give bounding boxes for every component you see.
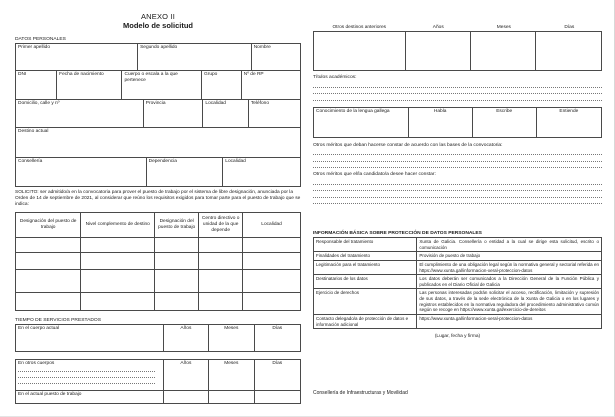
- proteccion-row-key: Ejercicio de derechos: [314, 289, 417, 314]
- section-label-datos-personales: DATOS PERSONALES: [15, 37, 66, 42]
- table-row: [314, 108, 601, 137]
- otros-destinos-table: [313, 31, 602, 71]
- table-row: [16, 238, 300, 253]
- empty-cell: [81, 293, 155, 310]
- proteccion-row-value: Las personas interesadas podrán solicitar el acceso, rectificación, limitación y supresión de sus datos, a través de la sede electrónica de la Xunta de Galicia o en los lugares y registros establecidos en la normativa reguladora del procedimiento administrativo común según se recoge en https://www.xunta.gal/exercicio-de-dereitos: [419, 290, 599, 313]
- puestos-table: [15, 212, 301, 311]
- field-actual-puesto: En el actual puesto de trabajo: [16, 391, 164, 403]
- dotted-line: [18, 378, 155, 384]
- field-fecha-nacimiento: Fecha de nacimiento: [57, 71, 122, 99]
- col-header-dias: Días: [564, 25, 575, 30]
- table-row: [16, 270, 300, 293]
- footer-department: Consellería de Infraestructuras y Movilidad: [313, 390, 408, 396]
- dotted-line: [313, 94, 602, 101]
- field-cuerpo-actual: En el cuerpo actual: [16, 325, 164, 351]
- field-otros-cuerpos: [16, 360, 164, 390]
- table-row: [16, 44, 300, 71]
- table-row: [314, 315, 601, 328]
- col-header-meses: Meses: [209, 360, 254, 390]
- empty-cell: [406, 32, 471, 70]
- empty-cell: [199, 253, 243, 269]
- dotted-line: [313, 198, 602, 205]
- empty-cell: [81, 238, 155, 252]
- left-column: [15, 0, 301, 404]
- col-header-designacion-puesto: Designación del puesto de trabajo: [16, 213, 81, 237]
- field-domicilio: Domicilio, calle y nº: [16, 100, 144, 127]
- proteccion-row-value: El cumplimiento de una obligación legal según la normativa general y sectorial referida en https://www.xunta.gal/informacion-xeral-proteccion-datos: [419, 261, 599, 273]
- table-row: [16, 253, 300, 270]
- field-lengua-gallega: Conocimiento de la lengua gallega: [314, 108, 409, 137]
- table-row: [16, 71, 300, 100]
- empty-cell: [243, 293, 300, 310]
- field-localidad: Localidad: [203, 100, 248, 127]
- field-grupo: Grupo: [202, 71, 242, 99]
- signature-note: (Lugar, fecha y firma): [434, 334, 481, 340]
- table-row: [16, 325, 300, 351]
- solicito-paragraph: SOLICITO: ser admitido/a en la convocatoria para prover el puesto de trabajo por el sistema de libre designación, anunciada por la Orden de 14 de septiembre de 2021, al considerar que reúno los requisitos exigidos para tomar parte para el puesto de trabajo que se indica:: [15, 190, 301, 208]
- lengua-gallega-table: [313, 107, 602, 138]
- table-row: [314, 32, 601, 70]
- tiempo-otros-cuerpos-table: [15, 359, 301, 404]
- empty-cell: [471, 32, 536, 70]
- empty-cell: [16, 270, 81, 292]
- empty-cell: [199, 270, 243, 292]
- page-title: ANEXO II: [140, 12, 176, 21]
- field-dni: DNI: [16, 71, 57, 99]
- empty-cell: [155, 253, 199, 269]
- col-header-anos: Años: [164, 360, 209, 390]
- col-header-entiende: Entiende: [559, 108, 579, 114]
- empty-cell: [81, 253, 155, 269]
- field-nombre: Nombre: [253, 45, 271, 50]
- col-header-meses: Meses: [209, 325, 254, 351]
- table-row: [16, 100, 300, 128]
- proteccion-row-value: Provisión de puesto de trabajo: [419, 253, 481, 259]
- proteccion-row-key: Finalidades del tratamiento: [314, 252, 417, 260]
- section-label-proteccion-datos: INFORMACIÓN BÁSICA SOBRE PROTECCIÓN DE DATOS PERSONALES: [313, 231, 482, 236]
- empty-cell: [155, 270, 199, 292]
- field-conselleria: Consellería: [16, 158, 147, 186]
- section-label-titulos-academicos: Títulos académicos:: [313, 75, 357, 80]
- empty-cell: [16, 238, 81, 252]
- col-header-centro-directivo: Centro directivo o unidad de la que depende: [199, 213, 243, 237]
- field-primer-apellido: Primer apellido: [16, 44, 138, 70]
- empty-cell: [243, 270, 300, 292]
- empty-cell: [314, 32, 406, 70]
- table-row: [16, 158, 300, 186]
- proteccion-row-key: Contacto delegado/a de protección de datos e información adicional: [314, 315, 417, 328]
- proteccion-row-key: Responsable del tratamiento: [314, 238, 417, 251]
- table-row: [314, 238, 601, 252]
- field-localidad-2: Localidad: [225, 159, 246, 164]
- section-label-otros-meritos-bases: Otros méritos que deban hacerse constar de acuerdo con las bases de la convocatoria:: [313, 142, 503, 148]
- col-header-habla: Habla: [409, 108, 473, 137]
- empty-cell: [81, 270, 155, 292]
- col-header-dias: Días: [272, 325, 283, 331]
- field-otros-cuerpos-label: En otros cuerpos: [18, 360, 55, 366]
- empty-cell: [155, 238, 199, 252]
- proteccion-row-key: Legitimación para el tratamiento: [314, 261, 417, 274]
- empty-cell: [255, 391, 300, 403]
- table-header-row: [16, 213, 300, 238]
- col-header-escribe: Escribe: [473, 108, 537, 137]
- empty-cell: [243, 253, 300, 269]
- col-header-meses: Meses: [496, 25, 511, 30]
- col-header-anos: Años: [164, 325, 209, 351]
- section-label-otros-meritos-candidato: Otros méritos que el/la candidato/a desee hacer constar:: [313, 172, 436, 177]
- right-column: [313, 0, 602, 339]
- col-header-nivel-complemento: Nivel complemento de destino: [81, 213, 155, 237]
- empty-cell: [16, 293, 81, 310]
- otros-destinos-header-row: [313, 25, 602, 30]
- field-telefono: Teléfono: [250, 101, 269, 106]
- table-row: [314, 261, 601, 275]
- table-row: [314, 275, 601, 289]
- datos-personales-table: [15, 43, 301, 187]
- col-header-designacion-puesto-2: Designación del puesto de trabajo: [155, 213, 199, 237]
- field-destino-actual: Destino actual: [18, 129, 49, 134]
- empty-cell: [243, 238, 300, 252]
- table-row: [314, 289, 601, 315]
- col-header-anos: Años: [432, 25, 444, 30]
- proteccion-row-value: Los datos deberán ser comunicados a la Dirección General de la Función Pública y publicados en el Diario Oficial de Galicia: [419, 276, 599, 287]
- empty-cell: [199, 238, 243, 252]
- col-header-otros-destinos: Otros destinos anteriores: [332, 25, 387, 30]
- field-cuerpo-escala: Cuerpo o escala a la que pertenece: [122, 71, 202, 99]
- field-dependencia: Dependencia: [147, 158, 224, 186]
- empty-cell: [155, 293, 199, 310]
- table-row: [16, 293, 300, 310]
- table-row: [16, 360, 300, 391]
- proteccion-row-key: Destinatarios de los datos: [314, 275, 417, 288]
- col-header-dias: Días: [272, 360, 283, 366]
- proteccion-datos-table: [313, 237, 602, 329]
- empty-cell: [209, 391, 254, 403]
- empty-cell: [536, 32, 601, 70]
- table-row: [16, 128, 300, 158]
- proteccion-row-value: Xunta de Galicia. Consellería o entidad a la cual se dirige esta solicitud, escrito o comunicación: [419, 239, 599, 250]
- table-row: [16, 391, 300, 403]
- col-header-localidad: Localidad: [261, 221, 282, 227]
- tiempo-cuerpo-actual-table: [15, 324, 301, 352]
- field-num-rp: Nº de RP: [243, 72, 264, 77]
- empty-cell: [199, 293, 243, 310]
- proteccion-row-value: https://www.xunta.gal/informacion-xeral-proteccion-datos: [419, 315, 533, 321]
- field-segundo-apellido: Segundo apellido: [138, 44, 252, 70]
- field-provincia: Provincia: [144, 100, 204, 127]
- section-label-tiempo-servicios: TIEMPO DE SERVICIOS PRESTADOS: [15, 317, 101, 323]
- page-subtitle: Modelo de solicitud: [122, 21, 193, 30]
- empty-cell: [16, 253, 81, 269]
- table-row: [314, 252, 601, 261]
- empty-cell: [164, 391, 209, 403]
- dotted-line: [313, 162, 602, 169]
